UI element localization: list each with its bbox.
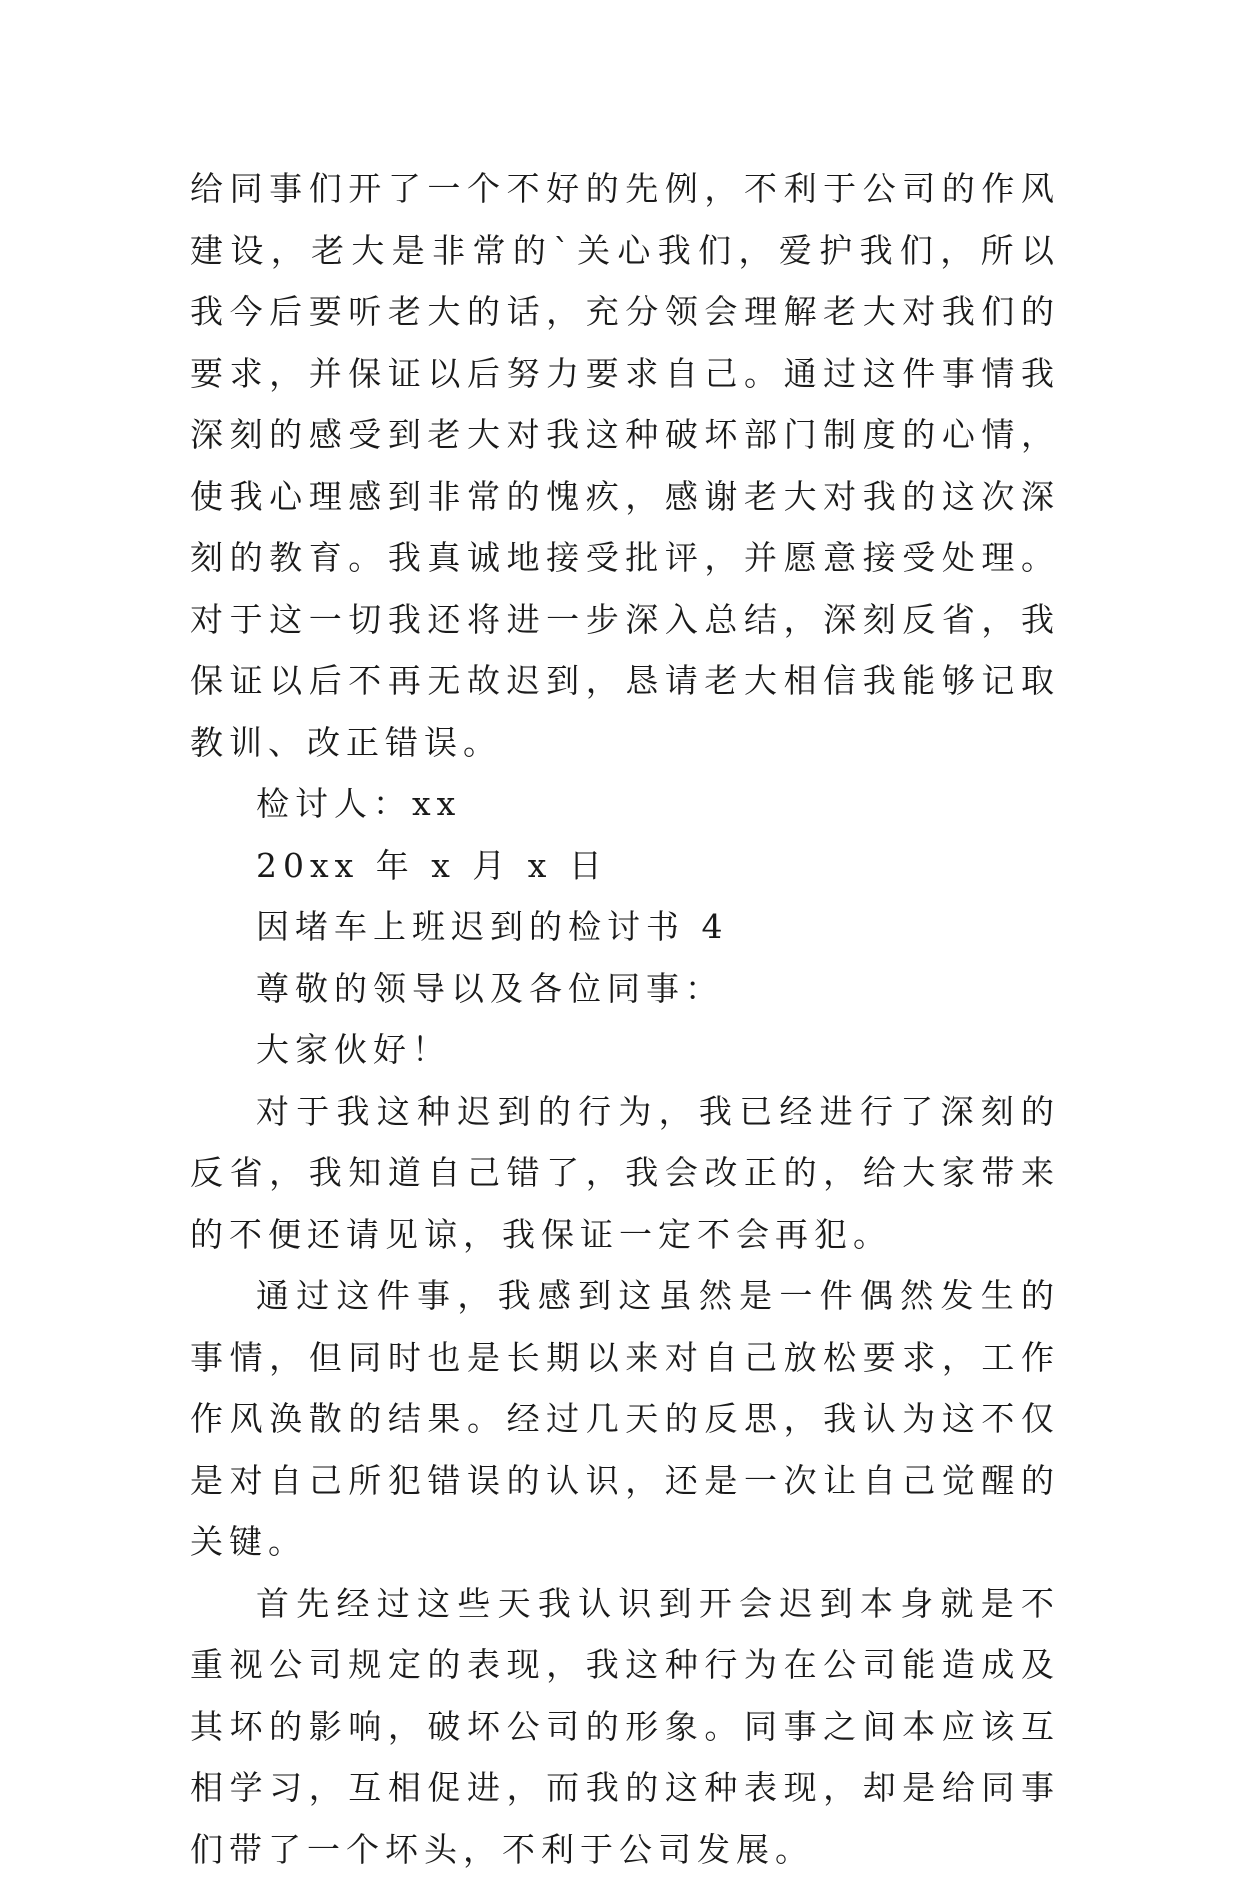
section-title: 因堵车上班迟到的检讨书 4 <box>190 896 1060 958</box>
greeting: 大家伙好！ <box>190 1019 1060 1081</box>
paragraph-continuation: 给同事们开了一个不好的先例，不利于公司的作风建设，老大是非常的`关心我们，爱护我们，所以我今后要听老大的话，充分领会理解老大对我们的要求，并保证以后努力要求自己。通过这件事情我深刻的感受到老大对我这种破坏部门制度的心情，使我心理感到非常的愧疚，感谢老大对我的这次深刻的教育。我真诚地接受批评，并愿意接受处理。对于这一切我还将进一步深入总结，深刻反省，我保证以后不再无故迟到，恳请老大相信我能够记取教训、改正错误。 <box>190 158 1060 773</box>
document-body <box>190 158 1060 1880</box>
signature-line: 检讨人：xx <box>190 773 1060 835</box>
paragraph-cause: 通过这件事，我感到这虽然是一件偶然发生的事情，但同时也是长期以来对自己放松要求，工作作风涣散的结果。经过几天的反思，我认为这不仅是对自己所犯错误的认识，还是一次让自己觉醒的关键。 <box>190 1265 1060 1573</box>
salutation: 尊敬的领导以及各位同事： <box>190 958 1060 1020</box>
date-line: 20xx 年 x 月 x 日 <box>190 835 1060 897</box>
paragraph-reflection: 对于我这种迟到的行为，我已经进行了深刻的反省，我知道自己错了，我会改正的，给大家带来的不便还请见谅，我保证一定不会再犯。 <box>190 1081 1060 1266</box>
paragraph-first-point: 首先经过这些天我认识到开会迟到本身就是不重视公司规定的表现，我这种行为在公司能造成及其坏的影响，破坏公司的形象。同事之间本应该互相学习，互相促进，而我的这种表现，却是给同事们带了一个坏头，不利于公司发展。 <box>190 1573 1060 1880</box>
